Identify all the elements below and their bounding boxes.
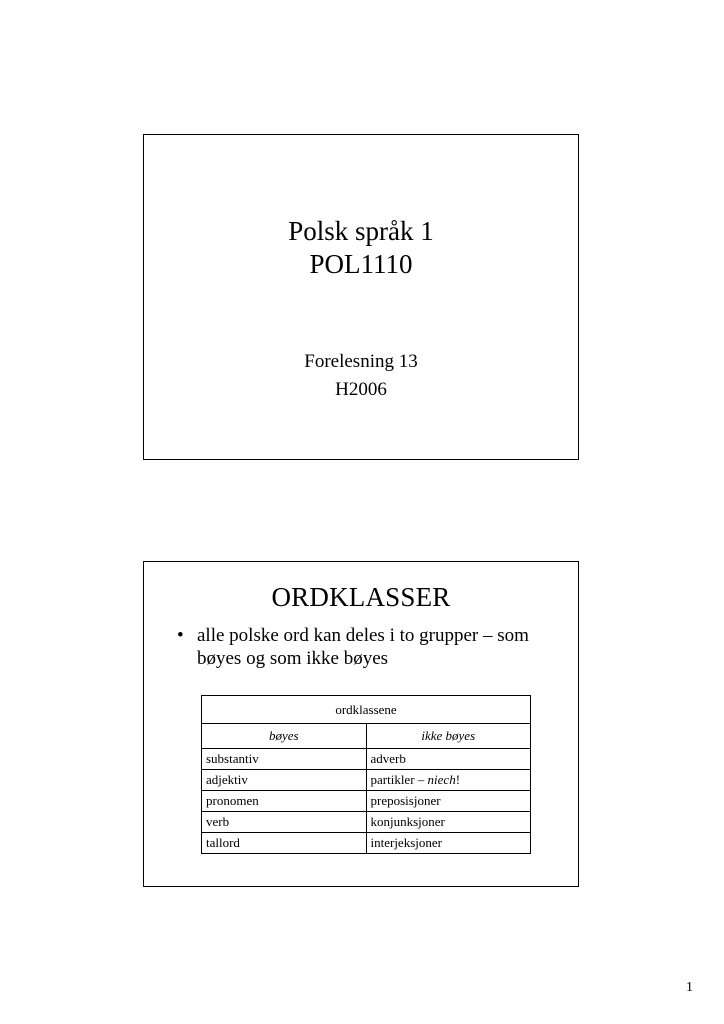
column-header-inflected: bøyes <box>202 724 367 749</box>
table-cell: adverb <box>366 749 531 770</box>
table-cell: verb <box>202 812 367 833</box>
table-cell: adjektiv <box>202 770 367 791</box>
course-code: POL1110 <box>309 249 413 279</box>
slide-subtitle <box>144 348 578 404</box>
particles-label: partikler – <box>370 772 428 787</box>
table-row <box>202 833 531 854</box>
particles-suffix: ! <box>455 772 461 787</box>
table-cell: preposisjoner <box>366 791 531 812</box>
table-row <box>202 791 531 812</box>
course-title: Polsk språk 1 <box>288 216 434 246</box>
table-header: ordklassene <box>202 696 531 724</box>
slide-heading: ORDKLASSER <box>271 582 451 612</box>
table-cell: pronomen <box>202 791 367 812</box>
semester: H2006 <box>335 379 387 400</box>
column-header-uninflected: ikke bøyes <box>366 724 531 749</box>
table-cell-particles <box>366 770 531 791</box>
lecture-number: Forelesning 13 <box>304 351 418 372</box>
bullet-point <box>177 624 557 670</box>
bullet-text: alle polske ord kan deles i to grupper – som bøyes og som ikke bøyes <box>197 625 529 669</box>
table-cell: interjeksjoner <box>366 833 531 854</box>
table-cell: tallord <box>202 833 367 854</box>
table-row <box>202 770 531 791</box>
slide-word-classes <box>143 561 579 887</box>
word-class-table <box>201 695 531 854</box>
slide-title <box>143 134 579 460</box>
table-row <box>202 749 531 770</box>
page-number: 1 <box>686 980 693 995</box>
table-row <box>202 812 531 833</box>
table-cell: konjunksjoner <box>366 812 531 833</box>
slide-title-heading <box>144 215 578 281</box>
particles-example: niech <box>427 772 456 787</box>
bullet-icon: • <box>177 625 184 646</box>
table-cell: substantiv <box>202 749 367 770</box>
